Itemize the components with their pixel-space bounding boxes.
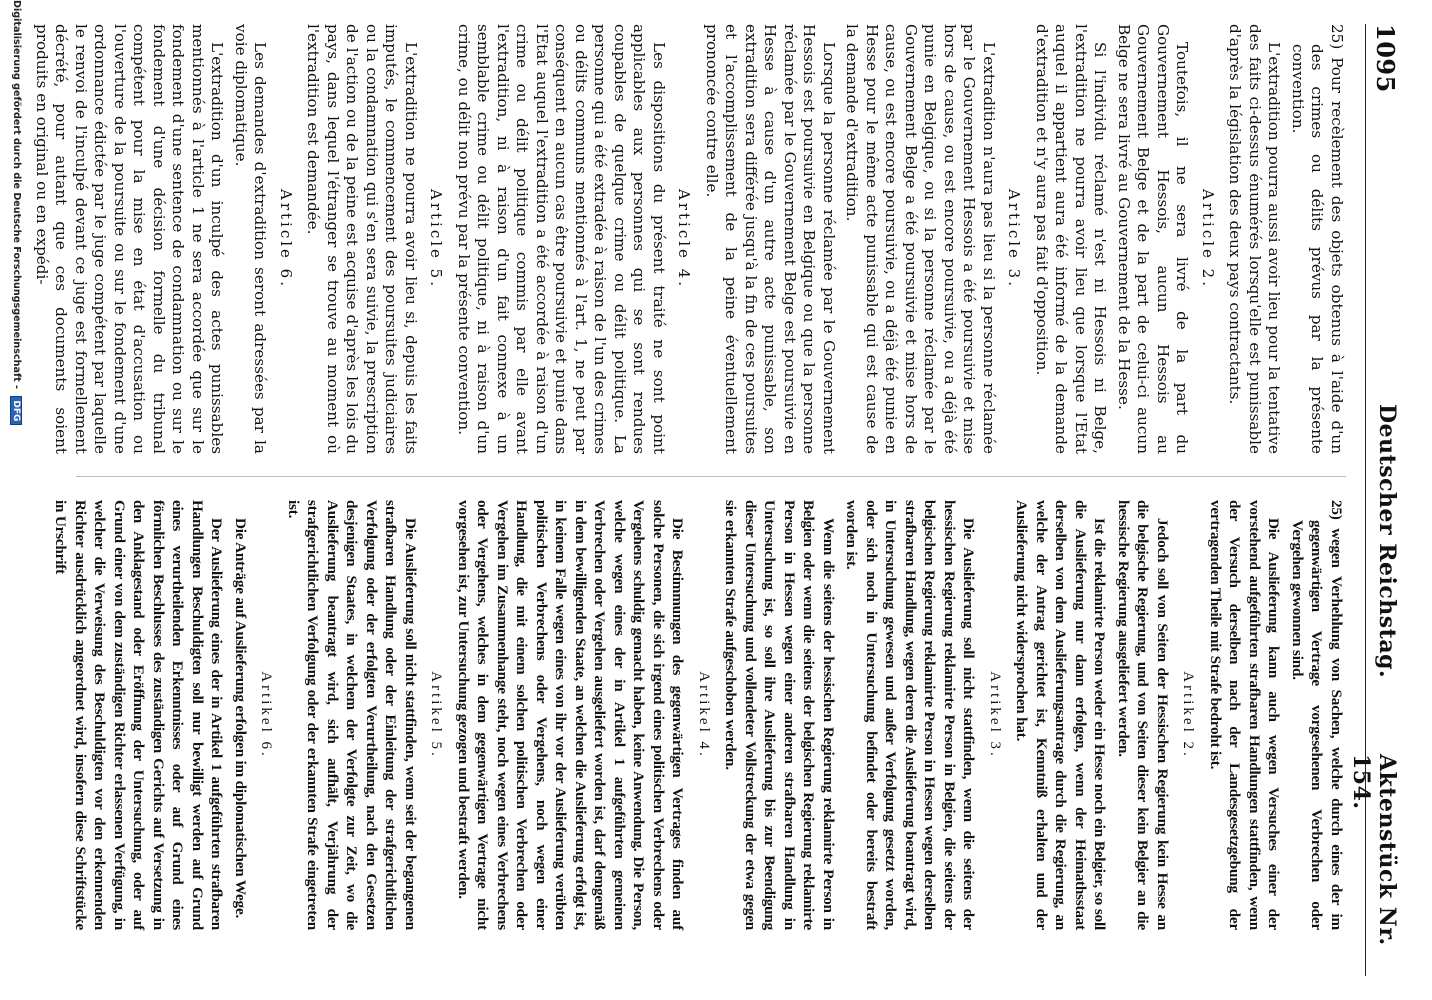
- dfg-logo: DFG: [10, 396, 22, 425]
- french-article-heading: Article 5.: [427, 189, 446, 289]
- french-paragraph: Lorsque la personne réclamée par le Gouvernement Hessois est poursuivie en Belgique ou que la personne réclamée par le Gouvernement Belge est poursuivie en Hesse à cause d'un autre acte punissable, son extradition sera différée jusqu'à la fin de ces poursuites et l'accomplissement de la peine éventuellement prononcée contre elle.: [703, 24, 838, 454]
- credit-text: Digitalisierung gefördert durch die Deutsche Forschungsgemeinschaft -: [11, 0, 22, 390]
- german-paragraph: Die Anträge auf Auslieferung erfolgen im diplomatischen Wege.: [232, 518, 249, 919]
- german-paragraph: Ist die reklamirte Person weder ein Hesse noch ein Belgier, so soll die Auslieferung nur dann erfolgen, wenn der Heimathsstaat derselben von dem Auslieferungsantrage durch die Regierung, an welche der Antrag gerichtet ist, Kenntniß erhalten und der Auslieferung nicht widersprochen hat.: [1013, 500, 1109, 930]
- german-article-heading: Artikel 2.: [1180, 671, 1197, 759]
- german-paragraph: Die Auslieferung soll nicht stattfinden, wenn die seitens der hessischen Regierung reklamirte Person in Belgien, die seitens der belgischen Regierung reklamirte Person in Hessen wegen derselben strafbaren Handlung, wegen deren die Auslieferung beantragt wird, in Untersuchung gewesen und außer Verfolgung gesetzt worden, oder sich noch in Untersuchung befindet oder bereits bestraft worden ist.: [843, 500, 978, 930]
- french-paragraph: Les demandes d'extradition seront adressées par la voie diplomatique.: [232, 24, 270, 454]
- german-paragraph: Die Auslieferung kann auch wegen Versuches einer der vorstehend aufgeführten strafbaren Handlungen stattfinden, wenn der Versuch derselben nach der Landesgesetzgebung der vertragenden Theile mit Strafe bedroht ist.: [1207, 500, 1283, 930]
- column-divider: [76, 476, 1346, 477]
- page-number: 1095: [1371, 24, 1400, 93]
- german-paragraph: Die Auslieferung soll nicht stattfinden, wenn seit der begangenen strafbaren Handlung oder der Einleitung der strafgerichtlichen Verfolgung oder der erfolgten Verurtheilung, nach den Gesetzen desjenigen Staates, in welchem der Verfolgte zur Zeit, wo die Auslieferung beantragt wird, sich aufhält, Verjährung der strafgerichtlichen Verfolgung oder der erkannten Strafe eingetreten ist.: [285, 500, 419, 930]
- french-text-column: [33, 24, 1346, 454]
- german-paragraph: Jedoch soll von Seiten der Hessischen Regierung kein Hesse an die belgische Regierung, und von Seiten dieser kein Belgier an die hessische Regierung ausgeliefert werden.: [1115, 500, 1171, 930]
- running-title: Deutscher Reichstag.: [1374, 404, 1400, 679]
- german-paragraph: Der Auslieferung eines der in Artikel 1 aufgeführten strafbaren Handlungen Beschuldigten soll nur bewilligt werden auf Grund eines verurtheilenden Erkenntnisses oder auf Grund eines förmlichen Beschlusses des zuständigen Gerichts auf Versetzung in den Anklagestand oder Eröffnung der Untersuchung, oder auf Grund einer von dem zuständigen Richter erlassenen Verfügung, in welcher die Verweisung des Beschuldigten vor den erkennenden Richter ausdrücklich angeordnet wird, insofern diese Schriftstücke in Urschrift: [52, 500, 226, 930]
- french-article-heading: Article 6.: [277, 189, 295, 289]
- page-header: [1348, 24, 1410, 976]
- french-paragraph: Les dispositions du présent traité ne sont point applicables aux personnes qui se sont rendues coupables de quelque crime ou délit politique. La personne qui a été extradée à raison de l'un des crimes ou délits communs mentionnés à l'art. 1, ne peut par conséquent en aucun cas être poursuivie et punie dans l'Etat auquel l'extradition a été accordée à raison d'un crime ou délit politique commis par elle avant l'extradition, ni à raison d'un fait connexe à un semblable crime ou délit politique, ni à raison d'un crime, ou délit non prévu par la présente convention.: [455, 24, 668, 454]
- digitization-credit: [10, 0, 22, 1000]
- french-paragraph: L'extradition pourra aussi avoir lieu pour la tentative des faits ci-dessus énumérés lorsqu'elle est punissable d'après la législation des deux pays contractants.: [1226, 24, 1284, 454]
- german-article-heading: Artikel 4.: [696, 671, 712, 759]
- german-paragraph: 25) wegen Verhehlung von Sachen, welche durch eines der im gegenwärtigen Vertrage vorgesehenen Verbrechen oder Vergehen gewonnen sind.: [1289, 500, 1345, 930]
- german-article-heading: Artikel 6.: [258, 671, 275, 759]
- german-article-heading: Artikel 3.: [987, 671, 1003, 759]
- french-paragraph: L'extradition n'aura pas lieu si la personne réclamée par le Gouvernement Hessois a été poursuivie et mise hors de cause, ou est encore poursuivie, ou a déjà été punie en Belgique, ou si la personne réclamée par le Gouvernement Belge a été poursuivie et mise hors de cause, ou est encore poursuivie, ou a déjà été punie en Hesse pour le même acte punissable qui est cause de la demande d'extradition.: [843, 24, 998, 454]
- french-paragraph: Si l'individu réclamé n'est ni Hessois ni Belge, l'extradition ne pourra avoir lieu que lorsque l'Etat auquel il appartient aura été informé de la demande d'extradition et n'y aura pas fait d'opposition.: [1033, 24, 1110, 454]
- french-article-heading: Article 3.: [1005, 189, 1024, 289]
- french-article-heading: Article 4.: [675, 189, 694, 289]
- french-paragraph: L'extradition d'un inculpé des actes punissables mentionnés à l'article 1 ne sera accordée que sur le fondement d'une sentence de condamnation ou sur le fondement d'une décision formelle du tribunal compétent pour la mise en état d'accusation ou l'ouverture de la poursuite ou sur le fondement d'une ordonnance édictée par le juge compétent par laquelle le renvoi de l'inculpé devant ce juge est formellement décrété, pour autant que ces documents soient produits en original ou en expédi-: [33, 24, 227, 454]
- german-paragraph: Wenn die seitens der hessischen Regierung reklamirte Person in Belgien oder wenn die seitens der belgischen Regierung reklamirte Person in Hessen wegen einer anderen strafbaren Handlung in Untersuchung ist, so soll ihre Auslieferung bis zur Beendigung dieser Untersuchung und vollendeter Vollstreckung der etwa gegen sie erkannten Strafe aufgeschoben werden.: [722, 500, 837, 930]
- german-paragraph: Die Bestimmungen des gegenwärtigen Vertrages finden auf solche Personen, die sich irgend eines politischen Verbrechens oder Vergehens schuldig gemacht haben, keine Anwendung. Die Person, welche wegen eines der in Artikel 1 aufgeführten gemeinen Verbrechen oder Vergehen ausgeliefert worden ist, darf demgemäß in dem bewilligenden Staate, an welchen die Auslieferung erfolgt ist, in keinem Falle wegen eines von ihr vor der Auslieferung verübten politischen Verbrechens oder Vergehens, noch wegen einer Handlung, die mit einem solchen politischen Verbrechen oder Vergehen im Zusammenhange steht, noch wegen eines Verbrechens oder Vergehens, welches in dem gegenwärtigen Vertrage nicht vorgesehen ist, zur Untersuchung gezogen und bestraft werden.: [455, 500, 687, 930]
- german-text-column: [52, 500, 1346, 930]
- french-article-heading: Article 2.: [1199, 189, 1217, 289]
- french-paragraph: 25) Pour recèlement des objets obtenus à l'aide d'un des crimes ou délits prévus par la présente convention.: [1289, 24, 1346, 454]
- issue-number: Aktenstück Nr. 154.: [1348, 754, 1400, 946]
- german-article-heading: Artikel 5.: [428, 671, 445, 759]
- french-paragraph: L'extradition ne pourra avoir lieu si, depuis les faits imputés, le commencement des poursuites judiciaires ou la condamnation qui s'en sera suivie, la prescription de l'action ou de la peine est acquise d'après les lois du pays, dans lequel l'étranger se trouve au moment où l'extradition est demandée.: [304, 24, 420, 454]
- french-paragraph: Toutefois, il ne sera livré de la part du Gouvernement Hessois, aucun Hessois au Gouvernement Belge et de la part de celui-ci aucun Belge ne sera livré au Gouvernement de la Hesse.: [1115, 24, 1192, 454]
